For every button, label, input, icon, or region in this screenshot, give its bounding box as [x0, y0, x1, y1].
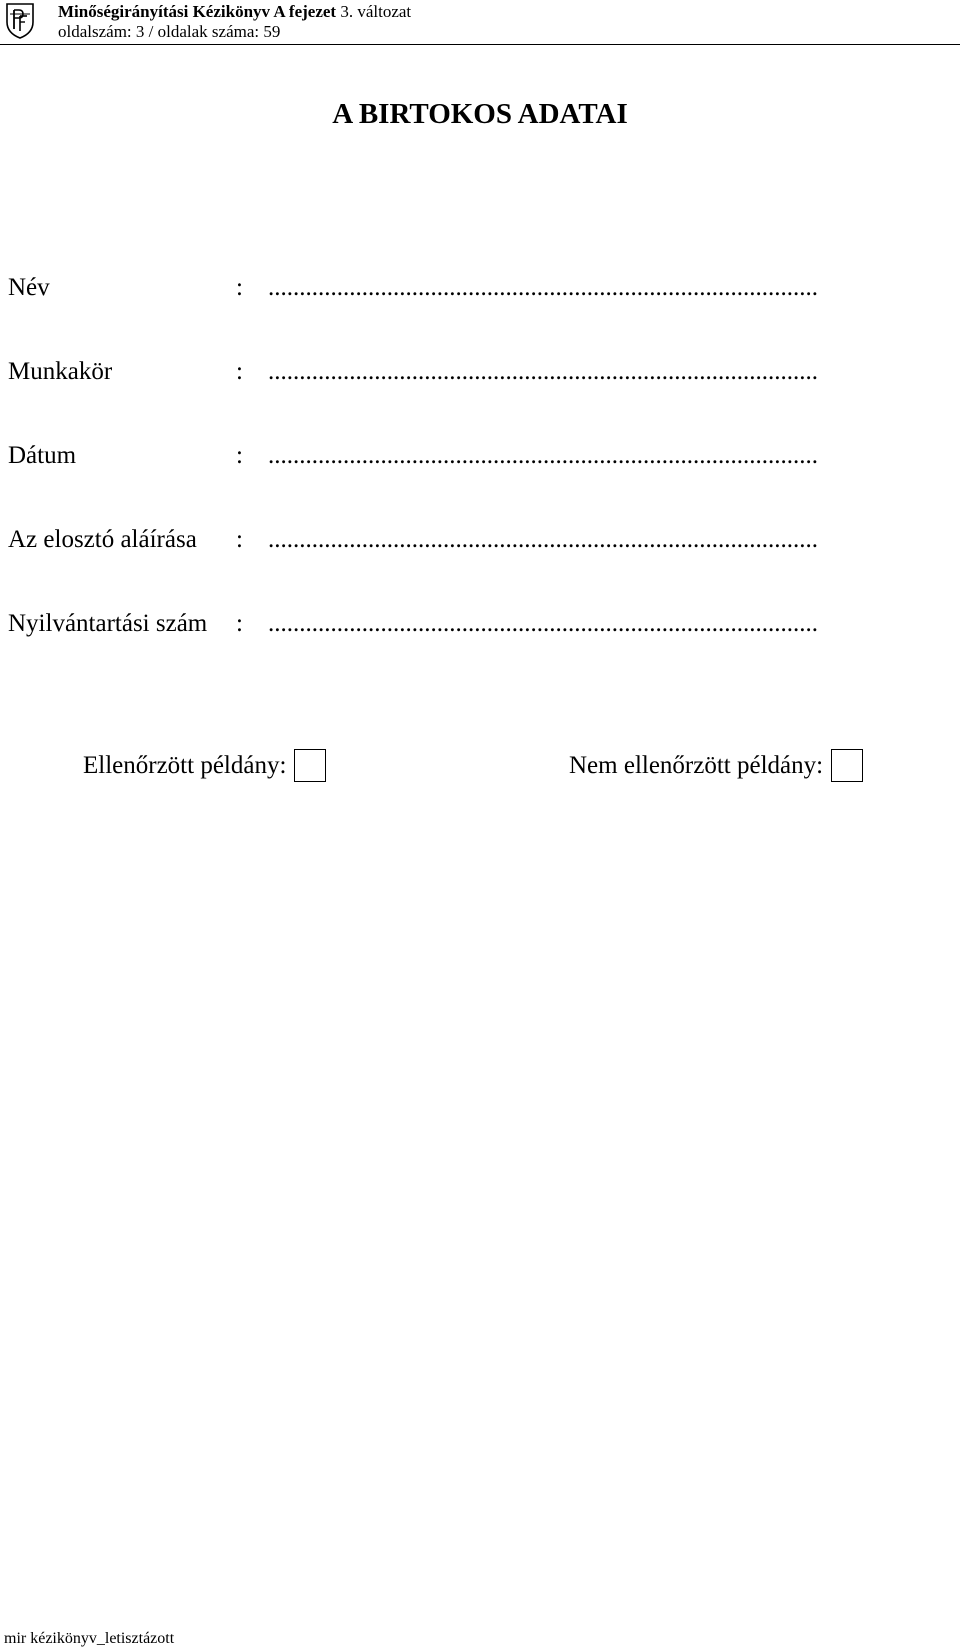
header-title	[58, 2, 411, 22]
field-fill-line: ........................................................................................	[268, 358, 818, 385]
controlled-copy-option	[83, 750, 326, 784]
field-colon: :	[236, 274, 243, 301]
header-page-info: oldalszám: 3 / oldalak száma: 59	[58, 22, 281, 41]
page-header	[0, 0, 960, 45]
header-title-bold: Minőségirányítási Kézikönyv A fejezet	[58, 2, 337, 21]
field-colon: :	[236, 358, 243, 385]
uncontrolled-copy-label: Nem ellenőrzött példány:	[569, 752, 824, 779]
field-label: Nyilvántartási szám	[8, 610, 208, 637]
field-fill-line: ........................................................................................	[268, 610, 818, 637]
controlled-copy-label: Ellenőrzött példány:	[83, 752, 287, 779]
field-label: Az elosztó aláírása	[8, 526, 197, 553]
field-colon: :	[236, 526, 243, 553]
page-footer: mir kézikönyv_letisztázott	[4, 1630, 175, 1647]
uncontrolled-copy-checkbox[interactable]	[831, 749, 863, 782]
field-fill-line: ........................................................................................	[268, 442, 818, 469]
field-fill-line: ........................................................................................	[268, 526, 818, 553]
field-label: Munkakör	[8, 358, 113, 385]
field-colon: :	[236, 442, 243, 469]
field-label: Név	[8, 274, 50, 301]
document-title: A BIRTOKOS ADATAI	[332, 98, 628, 130]
controlled-copy-checkbox[interactable]	[294, 749, 326, 782]
uncontrolled-copy-option	[569, 750, 863, 784]
field-label: Dátum	[8, 442, 77, 469]
pf-monogram-shield-icon	[4, 2, 36, 40]
field-colon: :	[236, 610, 243, 637]
header-version: 3. változat	[336, 2, 412, 21]
field-fill-line: ........................................................................................	[268, 274, 818, 301]
